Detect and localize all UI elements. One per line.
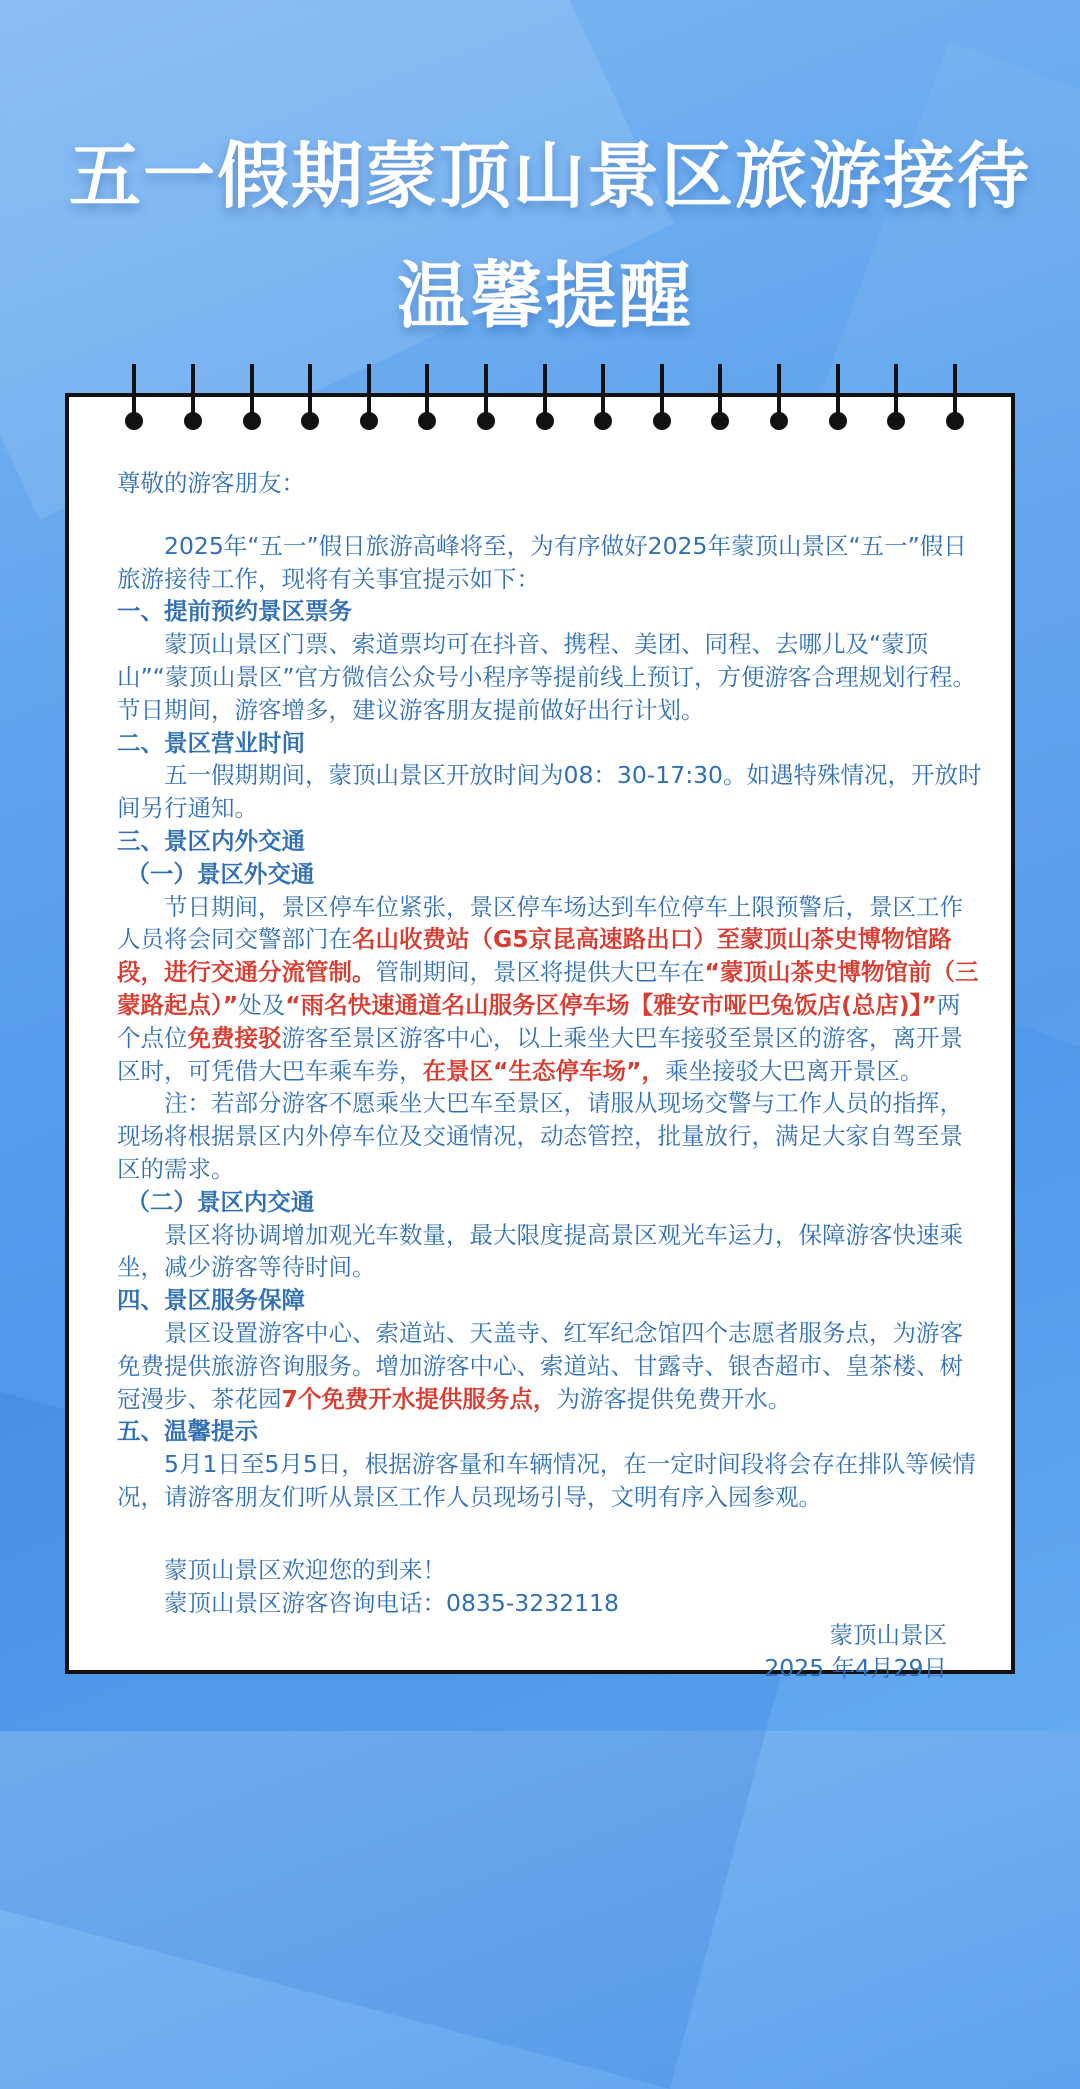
paragraph-external-traffic [117, 891, 983, 1088]
highlight-eco-parking: 在景区“生态停车场”， [422, 1056, 665, 1085]
signature: 蒙顶山景区 [829, 1621, 947, 1650]
text-span: 游客至景区游客中心，以上乘坐大巴车接驳至景区的游客，离开景区时，可凭借大巴车乘车券， [117, 1023, 963, 1085]
subsection-heading-internal: （二）景区内交通 [126, 1187, 315, 1216]
page-title: 五一假期蒙顶山景区旅游接待 [68, 134, 1031, 218]
spacer [117, 1514, 983, 1554]
text-span: 景区设置游客中心、索道站、天盖寺、红军纪念馆四个志愿者服务点，为游客免费提供旅游咨询服务。增加游客中心、索道站、甘露寺、银杏超市、皇茶楼、树冠漫步、茶花园 [117, 1318, 963, 1413]
intro-paragraph: 2025年“五一”假日旅游高峰将至，为有序做好2025年蒙顶山景区“五一”假日旅游接待工作，现将有关事宜提示如下： [117, 531, 967, 593]
highlight-pickup-point-2: “雨名快速通道名山服务区停车场【雅安市哑巴兔饭店(总店)】” [285, 990, 937, 1019]
section-heading-hours: 二、景区营业时间 [117, 728, 305, 757]
section-body-tips: 5月1日至5月5日，根据游客量和车辆情况，在一定时间段将会存在排队等候情况，请游客朋友们听从景区工作人员现场引导，文明有序入园参观。 [117, 1450, 976, 1511]
section-body-hours: 五一假期期间，蒙顶山景区开放时间为08：30-17:30。如遇特殊情况，开放时间另行通知。 [117, 761, 982, 823]
paragraph-internal-traffic: 景区将协调增加观光车数量，最大限度提高景区观光车运力，保障游客快速乘坐，减少游客等待时间。 [117, 1220, 963, 1282]
notice-content [117, 467, 983, 1685]
section-heading-services: 四、景区服务保障 [117, 1286, 305, 1315]
subsection-heading-external: （一）景区外交通 [126, 859, 315, 888]
hotline-text: 蒙顶山景区游客咨询电话：0835-3232118 [164, 1588, 619, 1617]
spacer [117, 500, 983, 530]
text-span: 节日期间，景区停车位紧张，景区停车场达到车位停车上限预警后，景区工作人员将会同交警部门在 [117, 892, 963, 954]
text-span: 乘坐接驳大巴离开景区。 [664, 1056, 924, 1085]
section-body-services [117, 1317, 983, 1415]
section-body-tickets: 蒙顶山景区门票、索道票均可在抖音、携程、美团、同程、去哪儿及“蒙顶山”“蒙顶山景区”官方微信公众号小程序等提前线上预订，方便游客合理规划行程。节日期间，游客增多，建议游客朋友提前做好出行计划。 [117, 630, 977, 724]
highlight-pickup-point-1: “蒙顶山茶史博物馆前（三蒙路起点）” [117, 958, 979, 1019]
notice-card [65, 393, 1015, 1683]
text-span: 为游客提供免费开水。 [556, 1384, 792, 1413]
text-span: 处及 [238, 990, 286, 1019]
section-heading-traffic: 三、景区内外交通 [117, 826, 305, 855]
highlight-water-points: 7个免费开水提供服务点， [281, 1384, 557, 1413]
welcome-text: 蒙顶山景区欢迎您的到来！ [164, 1555, 446, 1584]
highlight-control-section: 名山收费站（G5京昆高速路出口）至蒙顶山茶史博物馆路段，进行交通分流管制。 [117, 925, 952, 987]
greeting: 尊敬的游客朋友： [117, 469, 305, 497]
paragraph-note: 注：若部分游客不愿乘坐大巴车至景区，请服从现场交警与工作人员的指挥，现场将根据景区内外停车位及交通情况，动态管控，批量放行，满足大家自驾至景区的需求。 [117, 1089, 963, 1183]
section-heading-tickets: 一、提前预约景区票务 [117, 597, 352, 626]
text-span: 两个点位 [117, 990, 961, 1052]
highlight-free-shuttle: 免费接驳 [187, 1023, 282, 1052]
page-subtitle: 温馨提醒 [396, 254, 693, 338]
section-heading-tips: 五、温馨提示 [117, 1417, 258, 1446]
text-span: 管制期间，景区将提供大巴车在 [375, 958, 705, 987]
date-text: 2025 年4月29日 [764, 1654, 947, 1683]
